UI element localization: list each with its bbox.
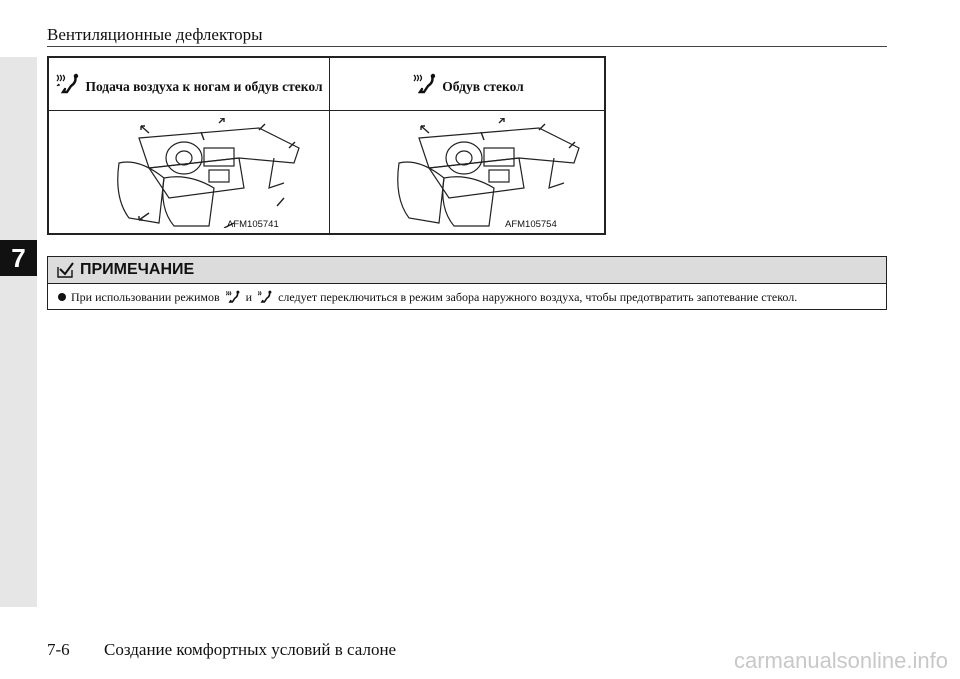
figure-code-foot-defrost: AFM105741 bbox=[227, 219, 279, 230]
note-check-icon bbox=[56, 262, 74, 278]
note-text-before: При использовании режимов bbox=[71, 290, 220, 304]
note-text-and: и bbox=[245, 290, 253, 304]
defrost-icon bbox=[412, 73, 438, 95]
bullet-icon bbox=[58, 293, 66, 301]
mode-table bbox=[47, 56, 606, 235]
foot-defrost-icon bbox=[225, 290, 241, 304]
footer-chapter-title: Создание комфортных условий в салоне bbox=[104, 640, 397, 659]
dashboard-airflow-illustration-defrost bbox=[389, 118, 589, 228]
note-body bbox=[48, 284, 886, 305]
mode-header-defrost bbox=[330, 58, 606, 110]
watermark: carmanualsonline.info bbox=[733, 648, 948, 673]
mode-label-defrost: Обдув стекол bbox=[442, 78, 524, 94]
footer-page-number: 7-6 bbox=[47, 640, 70, 659]
note-header bbox=[48, 257, 886, 284]
side-strip bbox=[0, 57, 37, 607]
chapter-tab: 7 bbox=[0, 240, 37, 276]
note-title: ПРИМЕЧАНИЕ bbox=[80, 261, 195, 278]
note-text-after: следует переключиться в режим забора наружного воздуха, чтобы предотвратить запотевание стекол. bbox=[278, 290, 798, 304]
mode-label-foot-defrost: Подача воздуха к ногам и обдув стекол bbox=[85, 78, 323, 94]
header-rule bbox=[47, 46, 887, 47]
figure-code-defrost: AFM105754 bbox=[505, 219, 557, 230]
page-header-title: Вентиляционные дефлекторы bbox=[47, 25, 263, 44]
note-box bbox=[47, 256, 887, 310]
defrost-icon bbox=[257, 290, 273, 304]
mode-header-foot-defrost bbox=[49, 58, 329, 110]
dashboard-airflow-illustration-foot-defrost bbox=[109, 118, 309, 228]
foot-defrost-icon bbox=[55, 73, 81, 95]
